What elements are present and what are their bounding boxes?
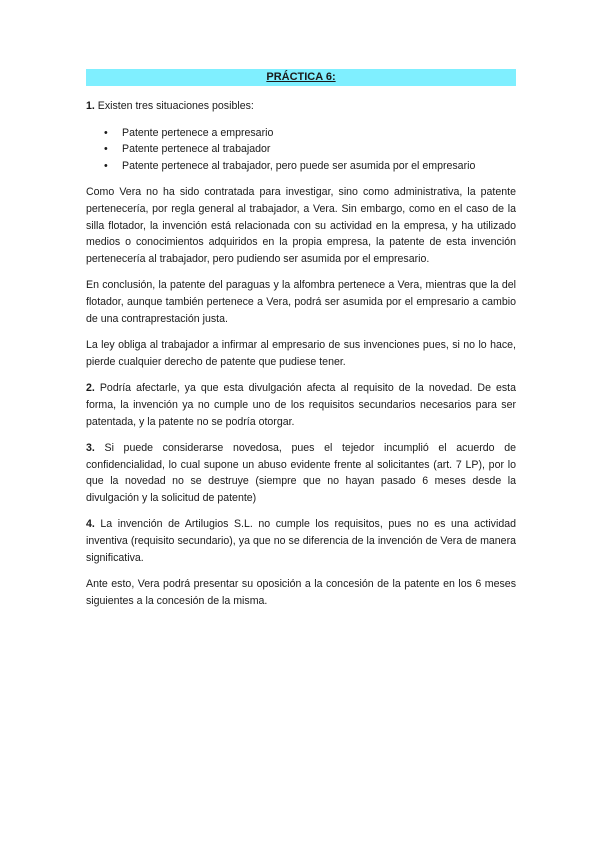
question-4-paragraph-2: Ante esto, Vera podrá presentar su oposición a la concesión de la patente en los 6 meses siguientes a la concesión de la misma. [86, 578, 516, 607]
question-3-text: Si puede considerarse novedosa, pues el tejedor incumplió el acuerdo de confidencialidad, lo cual supone un abuso evidente frente al solicitantes (art. 7 LP), por lo que la novedad no se destruye (siempre que no hayan pasado 6 meses desde la divulgación y la solicitud de patente) [86, 442, 516, 504]
list-item-text: Patente pertenece al trabajador, pero puede ser asumida por el empresario [122, 159, 476, 172]
question-3-number: 3. [86, 442, 95, 455]
situations-list [86, 125, 516, 175]
question-1-number: 1. [86, 100, 95, 112]
list-item [104, 158, 516, 175]
question-4-text: La invención de Artilugios S.L. no cumple los requisitos, pues no es una actividad inventiva (requisito secundario), ya que no se diferencia de la invención de Vera de manera significativa. [86, 518, 516, 564]
question-2-number: 2. [86, 382, 95, 395]
question-1-intro [86, 98, 516, 115]
question-4-paragraph [86, 516, 516, 566]
list-item-text: Patente pertenece a empresario [122, 126, 274, 139]
question-3-paragraph [86, 440, 516, 506]
list-item-text: Patente pertenece al trabajador [122, 143, 271, 156]
document-content [86, 69, 516, 619]
bullet-icon: • [104, 143, 108, 156]
list-item [104, 125, 516, 142]
bullet-icon: • [104, 126, 108, 139]
question-4-number: 4. [86, 518, 95, 531]
question-1-paragraph-1: Como Vera no ha sido contratada para investigar, sino como administrativa, la patente pertenecería, por regla general al trabajador, a Vera. Sin embargo, como en el caso de la silla flotador, la invención está relacionada con su actividad en la empresa, y ha utilizado medios o conocimientos adquiridos en la propia empresa, la patente de esta invención pertenecería al trabajador, pero pudiendo ser asumida por el empresario. [86, 186, 516, 265]
question-1-paragraph-3: La ley obliga al trabajador a infirmar al empresario de sus invenciones pues, si no lo hace, pierde cualquier derecho de patente que pudiese tener. [86, 339, 516, 368]
question-2-paragraph [86, 380, 516, 430]
page-title: PRÁCTICA 6: [86, 69, 516, 86]
question-1-text: Existen tres situaciones posibles: [97, 100, 254, 112]
list-item [104, 141, 516, 158]
bullet-icon: • [104, 159, 108, 172]
question-2-text: Podría afectarle, ya que esta divulgación afecta al requisito de la novedad. De esta forma, la invención ya no cumple uno de los requisitos secundarios necesarios para ser patentada, y la patente no se podría otorgar. [86, 382, 516, 428]
question-1-paragraph-2: En conclusión, la patente del paraguas y la alfombra pertenece a Vera, mientras que la del flotador, aunque también pertenece a Vera, podrá ser asumida por el empresario a cambio de una contraprestación justa. [86, 279, 516, 325]
